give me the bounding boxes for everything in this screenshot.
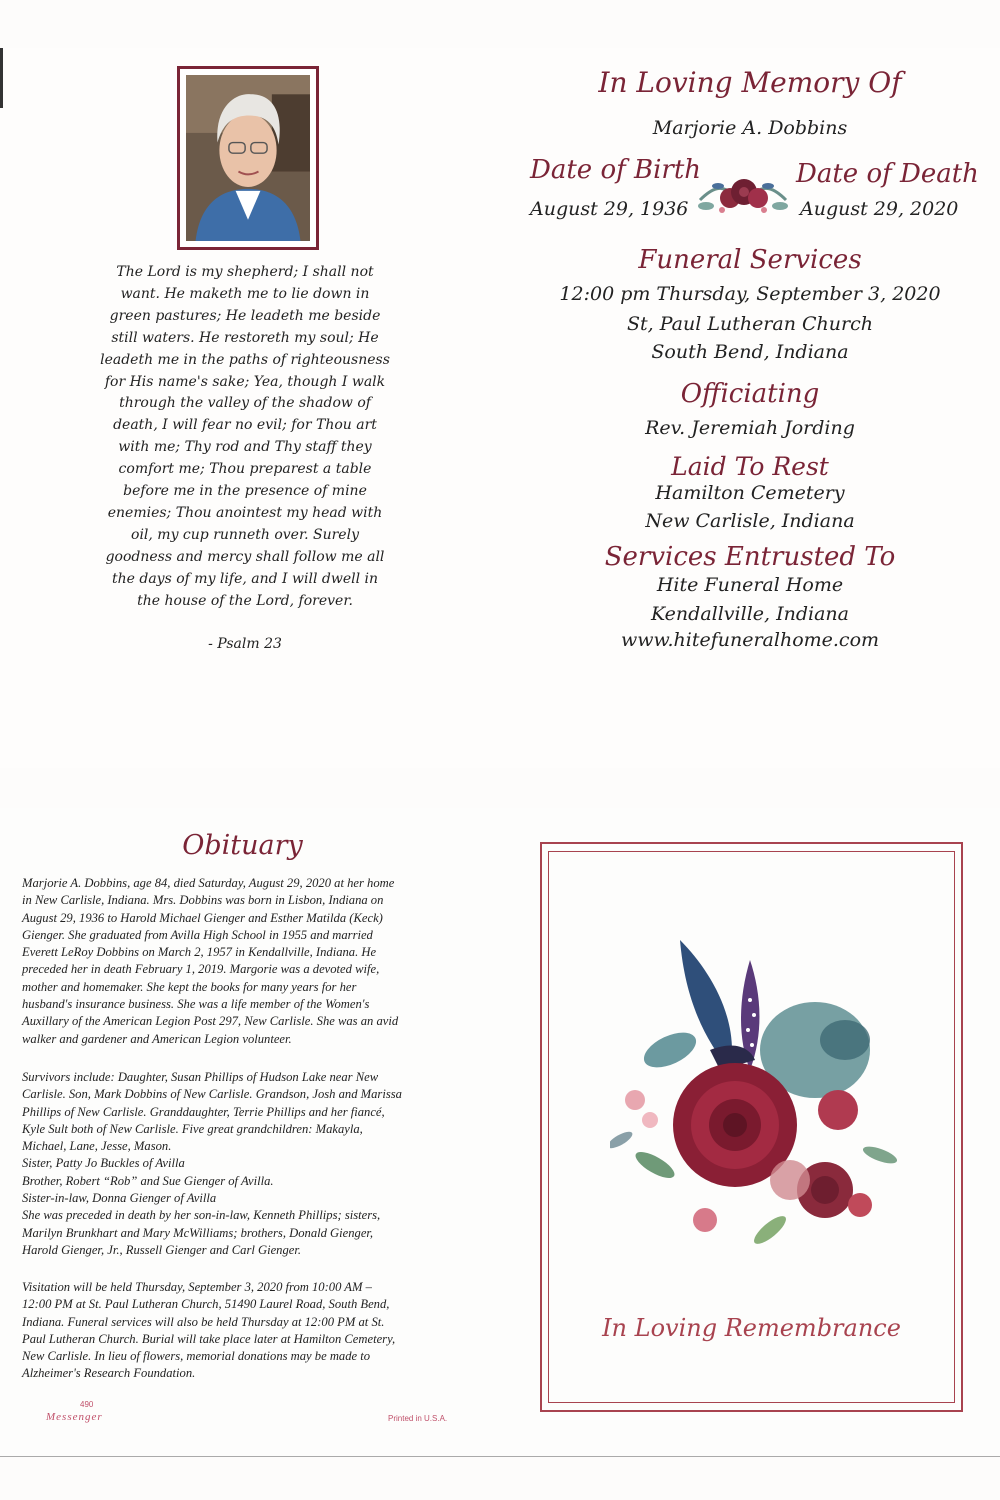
para2-line: Survivors include: Daughter, Susan Phillips of Hudson Lake near New <box>22 1070 379 1084</box>
obituary-paragraph-1 <box>22 875 487 1048</box>
para3-line: 12:00 PM at St. Paul Lutheran Church, 51490 Laurel Road, South Bend, <box>22 1297 390 1312</box>
para3-line: Paul Lutheran Church. Burial will take place later at Hamilton Cemetery, <box>22 1331 396 1346</box>
death-date: August 29, 2020 <box>800 198 959 220</box>
funeral-time: 12:00 pm Thursday, September 3, 2020 <box>559 283 941 305</box>
para2-line: Marilyn Brunkhart and Mary McWilliams; brothers, Donald Gienger, <box>22 1225 374 1240</box>
psalm-line: death, I will fear no evil; for Thou art <box>113 417 377 434</box>
para1-line: in New Carlisle, Indiana. Mrs. Dobbins was born in Lisbon, Indiana on <box>22 893 384 908</box>
psalm-line: green pastures; He leadeth me beside <box>109 307 381 324</box>
psalm-line: through the valley of the shadow of <box>119 395 371 412</box>
obituary-paragraph-3 <box>22 1279 487 1383</box>
printed-in: Printed in U.S.A. <box>388 1414 448 1423</box>
para2-line: Michael, Lane, Jesse, Mason. <box>22 1139 172 1154</box>
para3-line: Visitation will be held Thursday, September 3, 2020 from 10:00 AM – <box>22 1280 372 1294</box>
psalm-line: before me in the presence of mine <box>123 483 367 500</box>
para1-line: Everett LeRoy Dobbins on March 2, 1957 in Kendallville, Indiana. He <box>22 945 377 960</box>
deceased-name: Marjorie A. Dobbins <box>652 117 848 139</box>
para2-line: Carlisle. Son, Mark Dobbins of New Carlisle. Grandson, Josh and Marissa <box>22 1087 402 1102</box>
psalm-line: the days of my life, and I will dwell in <box>112 570 378 587</box>
para1-line: Marjorie A. Dobbins, age 84, died Saturday, August 29, 2020 at her home <box>22 876 395 890</box>
death-label: Date of Death <box>796 159 979 189</box>
para1-line: husband's insurance business. She was a life member of the Women's <box>22 997 370 1012</box>
para1-line: Gienger. She graduated from Avilla High School in 1955 and married <box>22 927 373 942</box>
psalm-line: with me; Thy rod and Thy staff they <box>118 439 372 456</box>
para1-line: Auxillary of the American Legion Post 297, New Carlisle. She was an avid <box>22 1014 399 1029</box>
funeral-home: Hite Funeral Home <box>656 574 844 596</box>
para2-line: Sister-in-law, Donna Gienger of Avilla <box>22 1191 217 1206</box>
para1-line: mother and homemaker. She kept the books for many years for her <box>22 979 357 994</box>
para1-line: August 29, 1936 to Harold Michael Gienger and Esther Matilda (Keck) <box>22 910 383 925</box>
funeral-home-city: Kendallville, Indiana <box>651 603 849 625</box>
para1-line: walker and gardener and American Legion volunteer. <box>22 1031 292 1046</box>
para3-line: New Carlisle. In lieu of flowers, memorial donations may be made to <box>22 1349 371 1364</box>
rest-city: New Carlisle, Indiana <box>645 510 855 532</box>
birth-label: Date of Birth <box>530 155 702 185</box>
publisher-logo: Messenger <box>46 1411 103 1423</box>
funeral-place: St, Paul Lutheran Church <box>627 313 873 335</box>
para3-line: Indiana. Funeral services will also be held Thursday at 12:00 PM at St. <box>22 1314 385 1329</box>
psalm-line: The Lord is my shepherd; I shall not <box>116 264 374 280</box>
funeral-home-url[interactable]: www.hitefuneralhome.com <box>620 629 880 651</box>
para1-line: preceded her in death February 1, 2019. Margorie was a devoted wife, <box>22 962 380 977</box>
rest-place: Hamilton Cemetery <box>655 482 845 504</box>
psalm-line: want. He maketh me to lie down in <box>120 285 370 302</box>
floral-ornament-icon <box>692 166 794 224</box>
para2-line: Phillips of New Carlisle. Granddaughter, Terrie Phillips and her fiancé, <box>22 1104 385 1119</box>
funeral-label: Funeral Services <box>638 245 862 275</box>
psalm-line: for His name's sake; Yea, though I walk <box>104 373 386 390</box>
psalm-line: leadeth me in the paths of righteousness <box>100 351 390 368</box>
para2-line: Brother, Robert “Rob” and Sue Gienger of Avilla. <box>22 1173 274 1188</box>
bouquet-illustration <box>610 930 900 1250</box>
rest-label: Laid To Rest <box>671 452 829 481</box>
funeral-city: South Bend, Indiana <box>651 341 849 363</box>
entrusted-label: Services Entrusted To <box>604 542 896 572</box>
psalm-text <box>100 262 390 613</box>
psalm-line: goodness and mercy shall follow me all <box>105 548 385 565</box>
cover-caption: In Loving Remembrance <box>602 1314 901 1342</box>
para2-line: Harold Gienger, Jr., Russell Gienger and Carl Gienger. <box>22 1242 302 1257</box>
publisher-number: 490 <box>80 1400 94 1409</box>
psalm-reference: - Psalm 23 <box>208 636 282 652</box>
para2-line: Sister, Patty Jo Buckles of Avilla <box>22 1156 185 1171</box>
para2-line: Kyle Sult both of New Carlisle. Five great grandchildren: Makayla, <box>22 1121 363 1136</box>
scan-edge <box>0 48 3 108</box>
obituary-title: Obituary <box>182 830 303 861</box>
psalm-line: oil, my cup runneth over. Surely <box>131 526 359 543</box>
officiant-name: Rev. Jeremiah Jording <box>645 417 855 439</box>
psalm-line: the house of the Lord, forever. <box>137 592 353 609</box>
psalm-line: still waters. He restoreth my soul; He <box>111 329 379 346</box>
birth-date: August 29, 1936 <box>530 198 689 220</box>
obituary-paragraph-2 <box>22 1069 487 1259</box>
psalm-line: enemies; Thou anointest my head with <box>107 504 383 521</box>
para2-line: She was preceded in death by her son-in-law, Kenneth Phillips; sisters, <box>22 1208 381 1223</box>
para3-line: Alzheimer's Research Foundation. <box>22 1366 196 1381</box>
memory-title: In Loving Memory Of <box>598 66 902 99</box>
officiating-label: Officiating <box>680 379 820 409</box>
psalm-line: comfort me; Thou preparest a table <box>118 461 372 478</box>
portrait-photo <box>177 66 319 250</box>
